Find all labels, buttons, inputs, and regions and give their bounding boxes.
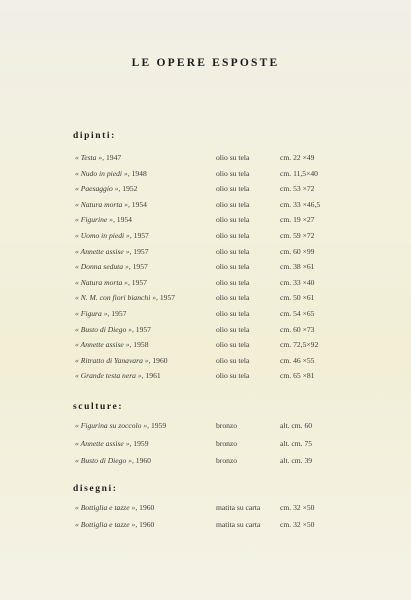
work-title-cell — [75, 152, 121, 164]
work-technique: olio su tela — [216, 371, 250, 381]
work-title-cell — [75, 355, 168, 367]
work-technique: olio su tela — [216, 340, 250, 350]
work-title-cell — [75, 292, 175, 304]
work-dimensions: cm. 33 ×46,5 — [280, 199, 321, 209]
work-technique: olio su tela — [216, 231, 250, 240]
work-title-cell — [75, 324, 151, 336]
work-year: 1954 — [116, 215, 132, 225]
work-technique: olio su tela — [216, 293, 250, 303]
work-year: 1960 — [152, 355, 168, 365]
work-title: « Uomo in piedi », — [75, 231, 132, 240]
list-item — [0, 183, 411, 195]
work-dimensions: cm. 46 ×55 — [280, 355, 315, 365]
work-dimensions: cm. 22 ×49 — [280, 153, 315, 162]
work-year: 1958 — [133, 340, 149, 350]
work-dimensions: cm. 19 ×27 — [280, 215, 315, 225]
work-title: « Busto di Diego », — [75, 324, 134, 334]
work-year: 1957 — [133, 246, 149, 256]
work-technique: olio su tela — [216, 262, 250, 272]
work-technique: matita su carta — [216, 503, 261, 512]
section-heading-disegni: disegni: — [73, 484, 118, 494]
list-item — [0, 246, 411, 258]
list-item — [0, 308, 411, 320]
work-year: 1957 — [135, 324, 151, 334]
list-item — [0, 292, 411, 304]
work-title-cell — [75, 455, 151, 467]
work-technique: bronzo — [216, 438, 238, 448]
work-dimensions: cm. 50 ×61 — [280, 293, 315, 303]
work-year: 1957 — [131, 277, 147, 287]
work-dimensions: cm. 60 ×99 — [280, 246, 315, 256]
section-heading-dipinti: dipinti: — [73, 131, 116, 141]
work-title: « Annette assise », — [75, 246, 132, 256]
work-title-cell — [75, 502, 154, 514]
work-year: 1959 — [150, 421, 167, 430]
work-dimensions: cm. 65 ×81 — [280, 371, 315, 381]
work-title-cell — [75, 199, 147, 211]
work-year: 1959 — [133, 438, 149, 448]
work-title: « Grande testa nera », — [75, 371, 144, 381]
list-item — [0, 199, 411, 211]
work-title: « Figura », — [75, 309, 110, 318]
work-title: « Bottiglia e tazze », — [75, 520, 138, 529]
work-title: « Annette assise », — [75, 438, 132, 448]
work-dimensions: cm. 59 ×72 — [280, 231, 315, 240]
work-title: « Natura morta », — [75, 199, 130, 209]
work-title: « Figurina su zoccolo », — [75, 421, 150, 430]
list-item — [0, 355, 411, 367]
work-technique: matita su carta — [216, 520, 261, 529]
list-item — [0, 502, 411, 514]
work-title: « Figurine », — [75, 215, 115, 225]
work-technique: olio su tela — [216, 309, 250, 318]
list-item — [0, 339, 411, 351]
work-dimensions: alt. cm. 75 — [280, 438, 313, 448]
work-technique: olio su tela — [216, 153, 250, 162]
list-item — [0, 370, 411, 382]
work-dimensions: alt. cm. 60 — [280, 421, 313, 430]
section-heading-sculture: sculture: — [73, 402, 124, 412]
work-year: 1957 — [111, 309, 127, 318]
work-dimensions: cm. 72,5×92 — [280, 340, 319, 350]
work-year: 1957 — [159, 293, 175, 303]
list-item — [0, 519, 411, 531]
work-title: « N. M. con fiori bianchi », — [75, 293, 158, 303]
work-year: 1954 — [131, 199, 147, 209]
work-dimensions: alt. cm. 39 — [280, 456, 313, 465]
list-item — [0, 261, 411, 273]
work-title-cell — [75, 214, 132, 226]
work-title-cell — [75, 261, 148, 273]
work-title-cell — [75, 277, 147, 289]
work-year: 1947 — [105, 153, 122, 162]
work-year: 1957 — [132, 262, 148, 272]
list-item — [0, 168, 411, 180]
work-title: « Annette assise », — [75, 340, 132, 350]
list-item — [0, 324, 411, 336]
work-title: « Natura morta », — [75, 277, 130, 287]
work-technique: bronzo — [216, 456, 238, 465]
work-technique: olio su tela — [216, 324, 250, 334]
work-year: 1948 — [131, 168, 147, 178]
work-dimensions: cm. 11,5×40 — [280, 168, 318, 178]
work-dimensions: cm. 38 ×61 — [280, 262, 315, 272]
work-year: 1960 — [139, 503, 155, 512]
work-year: 1961 — [145, 371, 161, 381]
page-title: LE OPERE ESPOSTE — [131, 57, 280, 69]
work-title: « Testa », — [75, 153, 105, 162]
work-title-cell — [75, 183, 137, 195]
work-dimensions: cm. 32 ×50 — [280, 520, 315, 529]
work-title: « Nudo in piedi », — [75, 168, 130, 178]
work-title-cell — [75, 519, 154, 531]
list-item — [0, 420, 411, 432]
list-item — [0, 152, 411, 164]
work-technique: bronzo — [216, 421, 238, 430]
work-dimensions: cm. 54 ×65 — [280, 309, 315, 318]
work-title: « Paesaggio », — [75, 184, 121, 194]
list-item — [0, 214, 411, 226]
work-title: « Donna seduta », — [75, 262, 131, 272]
work-year: 1960 — [139, 520, 155, 529]
work-title: « Ritratto di Yanavara », — [75, 355, 151, 365]
work-dimensions: cm. 53 ×72 — [280, 184, 315, 194]
work-technique: olio su tela — [216, 168, 250, 178]
work-title-cell — [75, 308, 126, 320]
list-item — [0, 455, 411, 467]
work-title-cell — [75, 438, 148, 450]
work-year: 1960 — [135, 456, 151, 465]
work-title-cell — [75, 246, 148, 258]
work-technique: olio su tela — [216, 355, 250, 365]
work-title-cell — [75, 168, 147, 180]
list-item — [0, 277, 411, 289]
work-technique: olio su tela — [216, 215, 250, 225]
work-title: « Bottiglia e tazze », — [75, 503, 138, 512]
work-dimensions: cm. 60 ×73 — [280, 324, 315, 334]
work-technique: olio su tela — [216, 184, 250, 194]
work-year: 1957 — [133, 231, 149, 240]
work-dimensions: cm. 33 ×40 — [280, 277, 315, 287]
work-technique: olio su tela — [216, 246, 250, 256]
work-dimensions: cm. 32 ×50 — [280, 503, 315, 512]
work-title-cell — [75, 339, 148, 351]
work-title-cell — [75, 230, 149, 242]
work-title-cell — [75, 370, 161, 382]
list-item — [0, 230, 411, 242]
work-technique: olio su tela — [216, 277, 250, 287]
work-technique: olio su tela — [216, 199, 250, 209]
work-title: « Busto di Diego », — [75, 456, 134, 465]
work-year: 1952 — [122, 184, 138, 194]
list-item — [0, 438, 411, 450]
work-title-cell — [75, 420, 166, 432]
